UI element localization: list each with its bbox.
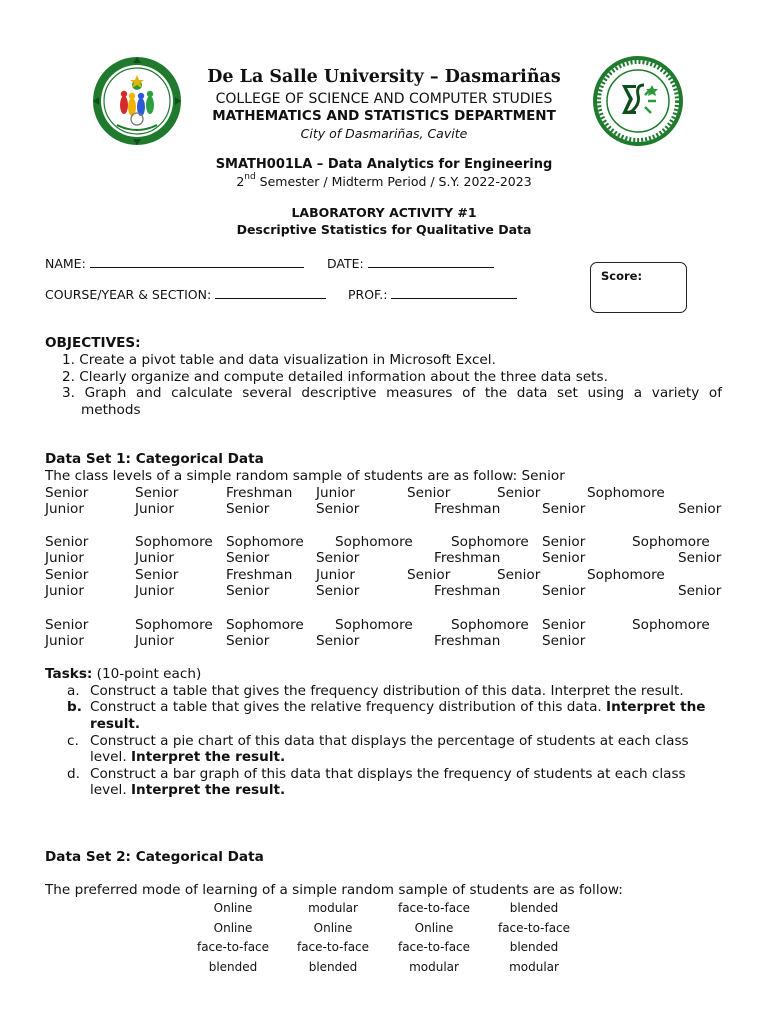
objective-item: 3. Graph and calculate several descriptive measures of the data set using a variety of [62,385,722,401]
dataset1-title: Data Set 1: Categorical Data [45,451,264,467]
dataset1-cell: Senior [678,501,722,517]
tasks-points: (10-point each) [92,666,202,682]
dataset2-cell: face-to-face [497,921,571,935]
objective-item: 1. Create a pivot table and data visualization in Microsoft Excel. [62,352,496,368]
dataset1-cell: Sophomore [451,534,529,550]
dataset1-cell: Freshman [226,485,293,501]
dataset1-cell: Sophomore [632,617,710,633]
dataset1-cell: Sophomore [632,534,710,550]
date-field[interactable] [327,255,494,271]
dataset1-cell: Senior [542,550,586,566]
task-marker-a: a. [67,683,80,699]
dataset1-cell: Junior [45,501,84,517]
dataset1-cell: Senior [45,567,89,583]
dataset1-cell: Senior [135,567,179,583]
dataset1-cell: Junior [316,485,355,501]
task-c: Construct a pie chart of this data that displays the percentage of students at each class [90,733,689,749]
dataset2-cell: modular [308,901,358,915]
task-c-line2: level. Interpret the result. [90,749,286,765]
task-d-line2: level. Interpret the result. [90,782,286,798]
dataset1-cell: Senior [45,485,89,501]
department-name: MATHEMATICS AND STATISTICS DEPARTMENT [212,108,556,124]
dataset1-cell: Senior [542,534,586,550]
dataset1-cell: Senior [226,583,270,599]
dataset1-cell: Senior [497,567,541,583]
dataset1-cell: Senior [316,501,360,517]
dataset1-cell: Sophomore [335,534,413,550]
dataset1-cell: Senior [542,633,586,649]
university-name: De La Salle University – Dasmariñas [207,67,561,87]
dataset2-cell: face-to-face [397,940,471,954]
lab-subtitle: Descriptive Statistics for Qualitative Data [236,222,532,237]
dataset2-cell: modular [509,960,559,974]
dataset2-cell: blended [509,901,559,915]
dataset1-cell: Senior [497,485,541,501]
dataset2-cell: Online [213,921,253,935]
tasks-heading [45,666,201,682]
dataset1-cell: Junior [316,567,355,583]
dataset2-title: Data Set 2: Categorical Data [45,849,264,865]
dataset1-cell: Sophomore [587,567,665,583]
dataset1-cell: Senior [678,550,722,566]
course-section-label: COURSE/YEAR & SECTION: [45,287,212,302]
lab-title: LABORATORY ACTIVITY #1 [291,205,477,220]
dataset1-cell: Senior [226,501,270,517]
dataset2-cell: Online [414,921,454,935]
dataset1-cell: Freshman [434,550,501,566]
dataset2-cell: blended [308,960,358,974]
dataset1-cell: Senior [316,583,360,599]
dataset1-cell: Junior [135,550,174,566]
dataset1-cell: Senior [45,617,89,633]
dataset1-cell: Sophomore [335,617,413,633]
name-field[interactable] [45,255,304,271]
prof-blank[interactable] [391,286,517,299]
dataset2-cell: blended [509,940,559,954]
dataset1-cell: Senior [316,550,360,566]
dataset1-cell: Freshman [434,583,501,599]
score-label: Score: [601,269,643,283]
dataset2-cell: blended [208,960,258,974]
dataset1-cell: Junior [135,633,174,649]
dataset1-cell: Senior [542,583,586,599]
dataset1-cell: Senior [226,633,270,649]
course-title: SMATH001LA – Data Analytics for Engineering [215,157,553,172]
semester-line: 2nd Semester / Midterm Period / S.Y. 2022-2023 [236,172,532,189]
objective-item: 2. Clearly organize and compute detailed information about the three data sets. [62,369,608,385]
dataset1-cell: Senior [226,550,270,566]
dataset2-cell: face-to-face [397,901,471,915]
task-b: Construct a table that gives the relative frequency distribution of this data. Interpret the [90,699,706,715]
objectives-title: OBJECTIVES: [45,335,141,351]
dataset1-cell: Freshman [434,633,501,649]
name-label: NAME: [45,256,86,271]
prof-label: PROF.: [348,287,388,302]
dataset2-intro: The preferred mode of learning of a simple random sample of students are as follow: [45,882,623,898]
objective-item-continued: methods [81,402,141,418]
score-box[interactable] [590,262,687,313]
dataset2-cell: Online [213,901,253,915]
dataset1-cell: Junior [45,633,84,649]
dataset1-cell: Senior [407,567,451,583]
course-section-field[interactable] [45,286,326,302]
dataset2-cell: face-to-face [296,940,370,954]
dataset1-cell: Sophomore [226,534,304,550]
college-name: COLLEGE OF SCIENCE AND COMPUTER STUDIES [215,91,553,107]
dataset2-cell: modular [409,960,459,974]
dataset1-cell: Senior [407,485,451,501]
prof-field[interactable] [348,286,517,302]
dataset2-cell: face-to-face [196,940,270,954]
task-b-line2: result. [90,716,141,732]
dataset1-cell: Sophomore [587,485,665,501]
dataset1-cell: Junior [45,550,84,566]
task-marker-d: d. [67,766,80,782]
dataset1-cell: Senior [135,485,179,501]
dataset1-cell: Sophomore [226,617,304,633]
dataset1-cell: Junior [45,583,84,599]
dataset1-cell: Senior [678,583,722,599]
dataset1-cell: Senior [45,534,89,550]
dataset1-cell: Senior [542,617,586,633]
date-label: DATE: [327,256,364,271]
task-marker-c: c. [67,733,79,749]
dataset1-cell: Sophomore [135,534,213,550]
dataset1-cell: Junior [135,583,174,599]
dataset1-cell: Senior [316,633,360,649]
task-d: Construct a bar graph of this data that displays the frequency of students at each class [90,766,686,782]
dataset1-cell: Sophomore [135,617,213,633]
dataset1-cell: Freshman [226,567,293,583]
tasks-title: Tasks: [45,666,93,682]
date-blank[interactable] [368,255,494,268]
dataset1-cell: Freshman [434,501,501,517]
task-a: Construct a table that gives the frequency distribution of this data. Interpret the result. [90,683,684,699]
name-blank[interactable] [90,255,304,268]
city: City of Dasmariñas, Cavite [300,126,468,141]
dataset1-cell: Sophomore [451,617,529,633]
dataset1-cell: Junior [135,501,174,517]
dataset1-intro: The class levels of a simple random sample of students are as follow: Senior [45,468,565,484]
task-marker-b: b. [67,699,82,715]
dataset2-cell: Online [313,921,353,935]
dataset1-cell: Senior [542,501,586,517]
course-section-blank[interactable] [215,286,326,299]
